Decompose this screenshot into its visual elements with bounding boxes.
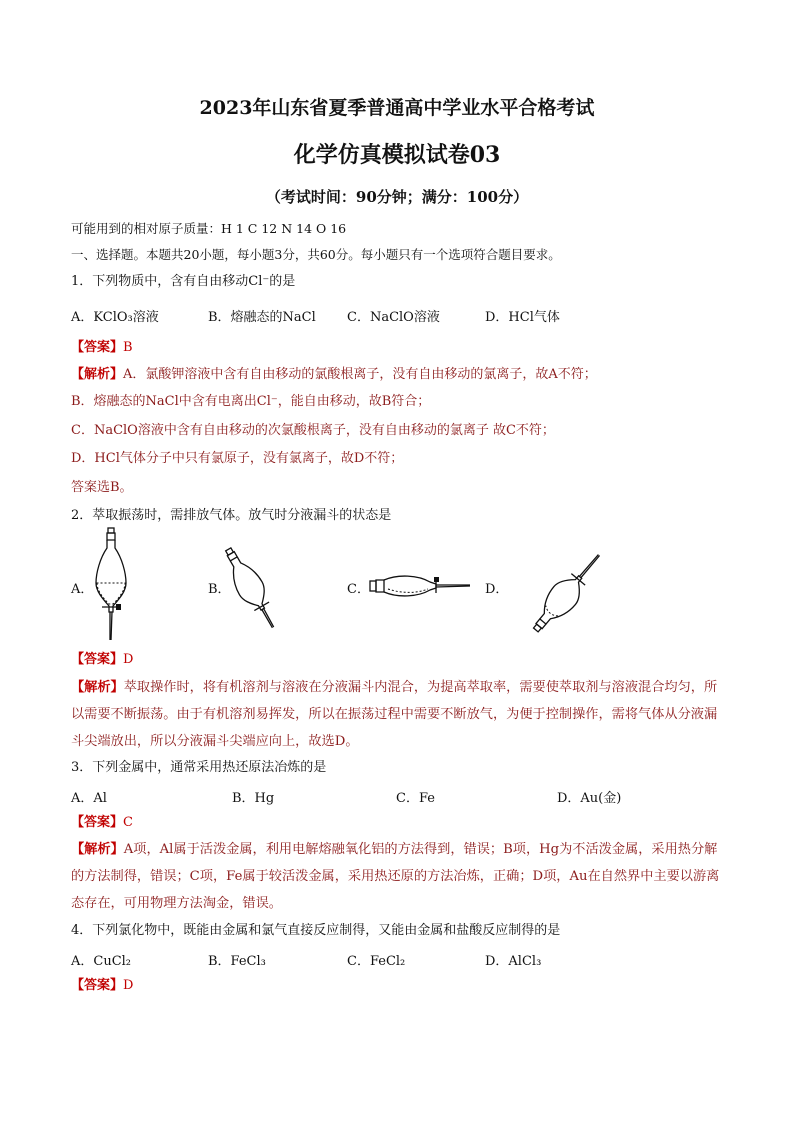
section-intro: 一、选择题。本题共20小题，每小题3分，共60分。每小题只有一个选项符合题目要求。 <box>71 247 561 262</box>
answer-value: D <box>123 978 134 993</box>
q3-option-d: D．Au(金) <box>557 791 622 806</box>
q1-option-c: C．NaClO溶液 <box>347 310 440 325</box>
q2-option-c-label: C． <box>347 582 370 597</box>
answer-value: B <box>123 340 133 355</box>
q4-stem: 4．下列氯化物中，既能由金属和氯气直接反应制得，又能由金属和盐酸反应制得的是 <box>71 923 561 938</box>
q3-analysis <box>71 836 725 917</box>
q3-stem: 3．下列金属中，通常采用热还原法冶炼的是 <box>71 760 327 775</box>
q4-answer <box>71 976 133 996</box>
q1-analysis-line-4: D．HCl气体分子中只有氯原子，没有氯离子，故D不符； <box>71 451 404 466</box>
q1-analysis-line-5: 答案选B。 <box>71 480 133 495</box>
q2-option-b-label: B． <box>208 582 231 597</box>
answer-value: C <box>123 815 133 830</box>
q1-analysis-line-2: B．熔融态的NaCl中含有电离出Cl⁻，能自由移动，故B符合； <box>71 394 431 409</box>
analysis-label: 【解析】 <box>71 842 124 857</box>
paper-title: 化学仿真模拟试卷03 <box>293 142 501 168</box>
analysis-text: A．氯酸钾溶液中含有自由移动的氯酸根离子，没有自由移动的氯离子，故A不符； <box>123 367 597 382</box>
q4-option-b: B．FeCl₃ <box>208 954 266 969</box>
analysis-text: A项，Al属于活泼金属，利用电解熔融氧化铝的方法得到，错误；B项，Hg为不活泼金属，采用热分解的方法制得，错误；C项，Fe属于较活泼金属，采用热还原的方法冶炼，正确；D项，Au在自然界中主要以游离态存在，可用物理方法淘金，错误。 <box>71 842 720 911</box>
q4-option-d: D．AlCl₃ <box>485 954 542 969</box>
q2-answer <box>71 650 133 670</box>
q3-option-c: C．Fe <box>396 791 435 806</box>
analysis-text: 萃取操作时，将有机溶剂与溶液在分液漏斗内混合，为提高萃取率，需要使萃取剂与溶液混合均匀，所以需要不断振荡。由于有机溶剂易挥发，所以在振荡过程中需要不断放气，为便于控制操作，需将气体从分液漏斗尖端放出，所以分液漏斗尖端应向上，故选D。 <box>71 680 718 749</box>
separatory-funnel-tilted-icon <box>230 543 290 633</box>
q4-option-a: A．CuCl₂ <box>71 954 132 969</box>
answer-label: 【答案】 <box>71 815 124 830</box>
q3-option-a: A．Al <box>71 791 107 806</box>
q1-option-b: B．熔融态的NaCl <box>208 310 316 325</box>
separatory-funnel-upright-icon <box>92 528 132 643</box>
q2-stem: 2．萃取振荡时，需排放气体。放气时分液漏斗的状态是 <box>71 508 392 523</box>
q1-stem: 1．下列物质中，含有自由移动Cl⁻的是 <box>71 274 296 289</box>
q2-option-a-label: A． <box>71 582 94 597</box>
atomic-masses: 可能用到的相对原子质量：H 1 C 12 N 14 O 16 <box>71 221 347 236</box>
answer-value: D <box>123 652 134 667</box>
q4-option-c: C．FeCl₂ <box>347 954 406 969</box>
q1-analysis-line-3: C．NaClO溶液中含有自由移动的次氯酸根离子，没有自由移动的氯离子 故C不符； <box>71 423 555 438</box>
answer-label: 【答案】 <box>71 652 124 667</box>
exam-info: （考试时间：90分钟；满分：100分） <box>265 188 529 206</box>
q3-answer <box>71 813 133 833</box>
q1-option-d: D．HCl气体 <box>485 310 560 325</box>
answer-label: 【答案】 <box>71 340 124 355</box>
separatory-funnel-inverted-icon <box>505 548 605 643</box>
analysis-label: 【解析】 <box>71 680 124 695</box>
q2-analysis <box>71 674 725 755</box>
analysis-label: 【解析】 <box>71 367 124 382</box>
q1-analysis-line-1 <box>71 365 597 385</box>
separatory-funnel-horizontal-icon <box>368 572 473 602</box>
answer-label: 【答案】 <box>71 978 124 993</box>
exam-title: 2023年山东省夏季普通高中学业水平合格考试 <box>199 97 595 119</box>
q1-option-a: A．KClO₃溶液 <box>71 310 159 325</box>
q3-option-b: B．Hg <box>232 791 275 806</box>
q2-option-d-label: D． <box>485 582 509 597</box>
q1-answer <box>71 338 133 358</box>
